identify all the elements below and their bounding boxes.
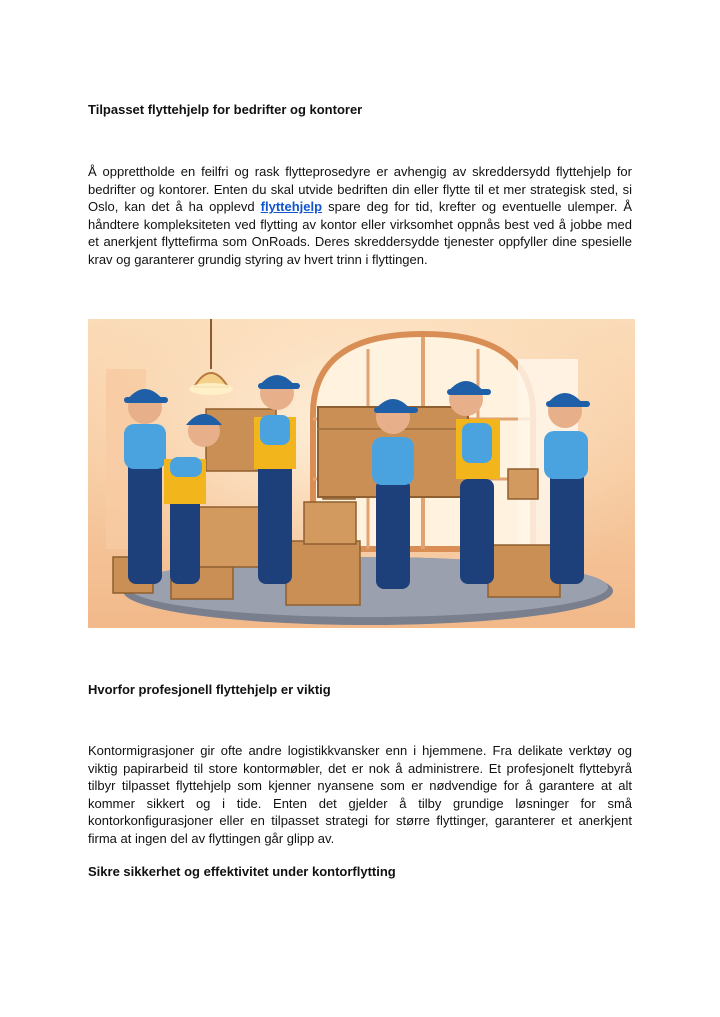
flyttehjelp-link[interactable]: flyttehjelp xyxy=(260,199,323,215)
intro-paragraph xyxy=(88,163,632,269)
heading-tailored-moving-help: Tilpasset flyttehjelp for bedrifter og kontorer xyxy=(88,102,363,117)
movers-illustration xyxy=(88,319,635,628)
why-paragraph: Kontormigrasjoner gir ofte andre logistikkvansker enn i hjemmene. Fra delikate verktøy og viktig papirarbeid til store kontormøbler, det er nok å administrere. Et profesjonelt flyttebyrå tilbyr tilpasset flyttehjelp som kjenner nyansene som er nødvendige for å garantere at alt kommer sikkert og i tide. Enten det gjelder å tilby grundige løsninger for små kontorkonfigurasjoner eller en tilpasset strategi for større flyttinger, garanterer et anerkjent firma at ingen del av flyttingen går glipp av. xyxy=(88,743,632,846)
heading-safety-efficiency: Sikre sikkerhet og effektivitet under kontorflytting xyxy=(88,864,396,879)
movers-illustration-svg xyxy=(88,319,635,628)
heading-why-professional-help: Hvorfor profesjonell flyttehjelp er viktig xyxy=(88,682,331,697)
intro-text-after-link: spare deg for tid, krefter og eventuelle ulemper. Å håndtere kompleksiteten ved flytting av kontor eller virksomhet oppnås best ved å jobbe med et anerkjent flyttefirma som OnRoads. Deres skreddersydde tjenester oppfyller dine spesielle krav og garanterer grundig styring av hvert trinn i flyttingen. xyxy=(88,199,632,267)
intro-text-before-link: Å opprettholde en feilfri og rask flytteprosedyre er avhengig av skreddersydd flyttehjelp for bedrifter og kontorer. Enten du skal utvide bedriften din eller flytte til et mer strategisk sted, si Oslo, kan det å ha opplevd xyxy=(88,164,632,215)
